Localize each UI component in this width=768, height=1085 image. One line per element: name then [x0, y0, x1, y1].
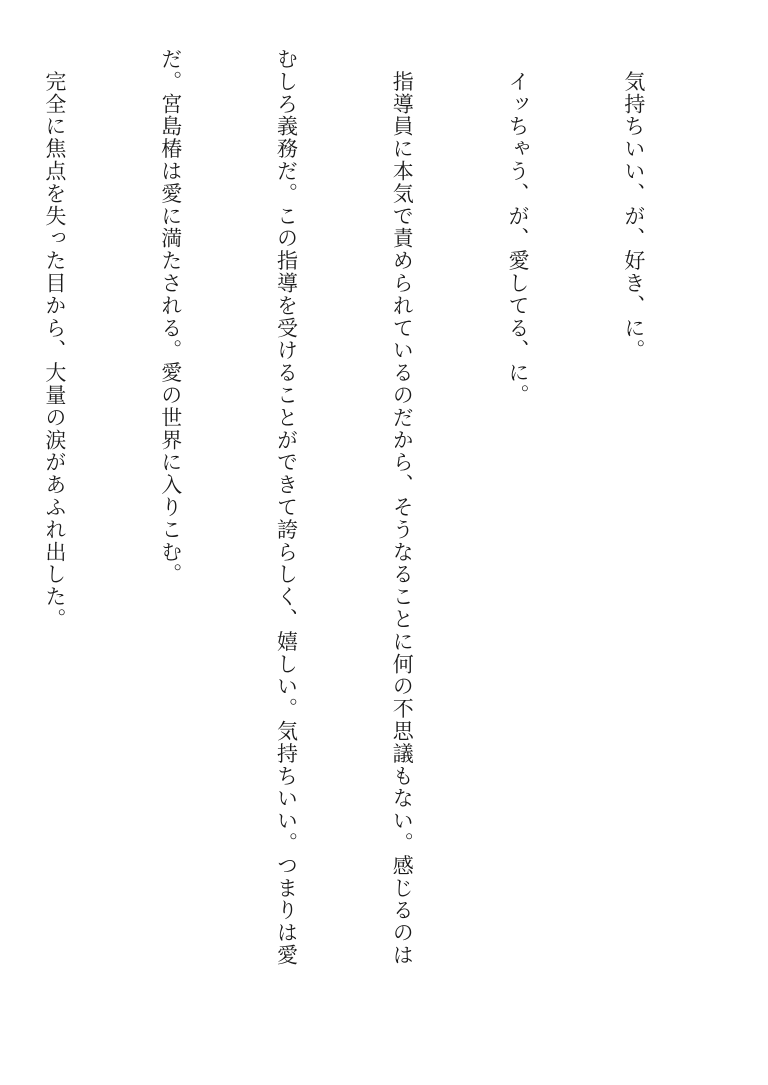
text-line: 指導員に本気で責められているのだから、そうなることに何の不思議もない。感じるのは: [390, 48, 415, 967]
text-line: イッちゃう、が、愛してる、に。: [506, 48, 531, 407]
text-line: 気持ちいい、が、好き、に。: [621, 48, 646, 362]
vertical-text-body: [30, 48, 730, 1048]
text-line: むしろ義務だ。この指導を受けることができて誇らしく、嬉しい。気持ちいい。つまりは愛: [274, 48, 299, 967]
text-line: だ。宮島椿は愛に満たされる。愛の世界に入りこむ。: [158, 48, 183, 586]
text-line: 完全に焦点を失った目から、大量の涙があふれ出した。: [42, 48, 67, 631]
